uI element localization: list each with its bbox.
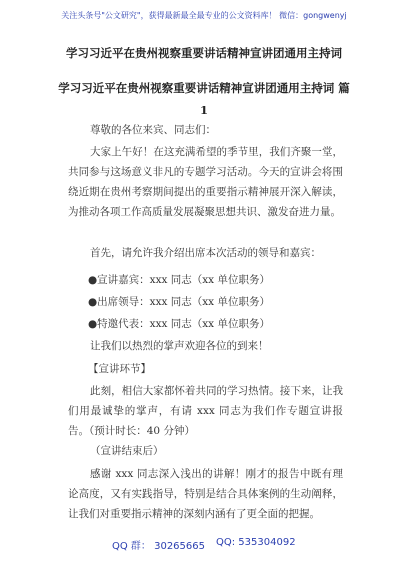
paragraph-opening: 大家上午好！在这充满希望的季节里，我们齐聚一堂，共同参与这场意义非凡的专题学习活动。今天的宣讲会将围绕近期在贵州考察期间提出的重要指示精神展开深入解读，为推动各项工作高质量发展凝聚思想共识、激发奋进力量。 <box>68 146 343 218</box>
stage-direction: （宣讲结束后） <box>90 445 164 457</box>
welcome-line: 让我们以热烈的掌声欢迎各位的到来！ <box>90 340 269 352</box>
paragraph-speech: 此刻，相信大家都怀着共同的学习热情。接下来，让我们用最诚挚的掌声，有请 xxx 同志为我们作专题宣讲报告。（预计时长：40 分钟） <box>68 385 343 437</box>
section-heading: 【宣讲环节】 <box>88 363 151 375</box>
greeting: 尊敬的各位来宾、同志们： <box>90 124 216 136</box>
paragraph-thanks: 感谢 xxx 同志深入浅出的讲解！刚才的报告中既有理论高度，又有实践指导，特别是结合具体案例的生动阐释，让我们对重要指示精神的深刻内涵有了更全面的把握。 <box>68 468 343 520</box>
qq-group: QQ 群： 30265665 <box>112 541 205 552</box>
doc-subtitle: 学习习近平在贵州视察重要讲话精神宣讲团通用主持词 篇 <box>58 81 350 95</box>
doc-subtitle-number: 1 <box>199 103 208 117</box>
guest-item: ●特邀代表：xxx 同志（xx 单位职务） <box>88 318 270 330</box>
guest-item: ●宣讲嘉宾：xxx 同志（xx 单位职务） <box>88 274 270 286</box>
doc-title: 学习习近平在贵州视察重要讲话精神宣讲团通用主持词 <box>66 46 342 60</box>
guest-item: ●出席领导：xxx 同志（xx 单位职务） <box>88 296 270 308</box>
header-banner: 关注头条号"公文研究"，获得最新最全最专业的公文资料库！ 微信：gongwenyj <box>61 11 347 20</box>
qq-number: QQ: 535304092 <box>216 537 296 548</box>
guest-intro: 首先，请允许我介绍出席本次活动的领导和嘉宾： <box>90 247 322 259</box>
footer-contact <box>0 537 408 551</box>
